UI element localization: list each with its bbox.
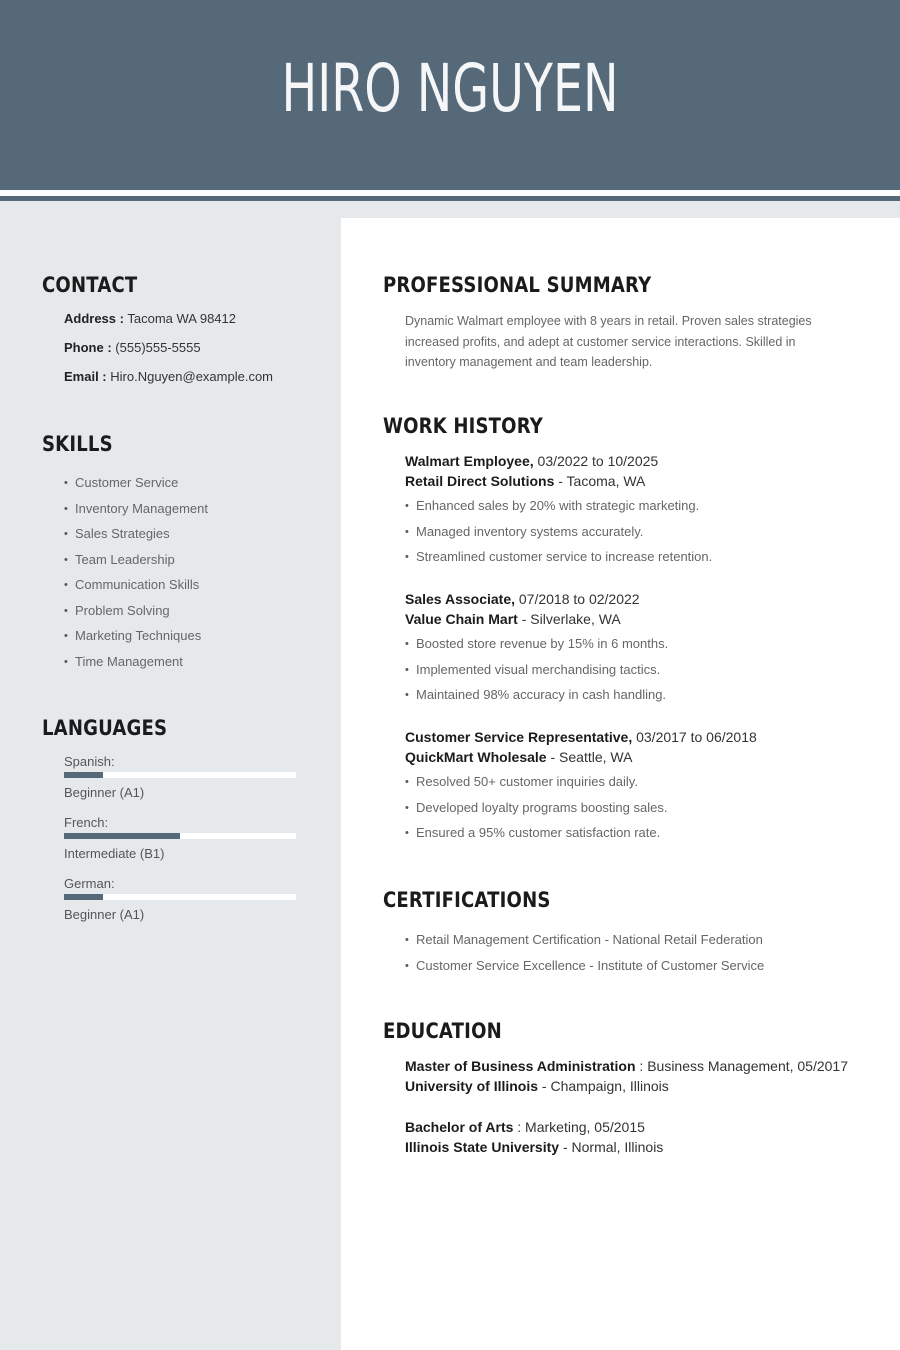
job-dates: 03/2022 to 10/2025	[537, 453, 659, 469]
skill-item: • Time Management	[64, 653, 208, 679]
language-french	[64, 815, 298, 861]
education-field: : Marketing, 05/2015	[517, 1119, 645, 1135]
certifications-list	[405, 931, 764, 982]
education-location: - Champaign, Illinois	[541, 1078, 669, 1094]
skills-list	[64, 474, 208, 678]
language-level: Beginner (A1)	[64, 785, 145, 800]
job-bullets	[405, 635, 855, 712]
language-level: Intermediate (B1)	[64, 846, 165, 861]
job-role: Customer Service Representative,	[405, 729, 633, 745]
education-location: - Normal, Illinois	[562, 1139, 664, 1155]
candidate-name: HIRO NGUYEN	[281, 50, 619, 127]
phone-value: (555)555-5555	[115, 340, 201, 355]
summary-heading: PROFESSIONAL SUMMARY	[383, 273, 652, 297]
job-company: QuickMart Wholesale	[405, 749, 547, 765]
language-name: Spanish:	[64, 754, 115, 769]
address-label: Address :	[64, 311, 124, 326]
skill-item: • Problem Solving	[64, 602, 208, 628]
language-bar	[64, 894, 296, 900]
job-bullet: • Implemented visual merchandising tactics.	[405, 661, 855, 687]
job-company: Retail Direct Solutions	[405, 473, 555, 489]
job-location: - Tacoma, WA	[558, 473, 646, 489]
email-value[interactable]: Hiro.Nguyen@example.com	[110, 369, 274, 384]
language-level: Beginner (A1)	[64, 907, 145, 922]
job-location: - Silverlake, WA	[521, 611, 621, 627]
job-entry	[405, 589, 855, 712]
job-title-line	[405, 727, 855, 747]
education-field: : Business Management, 05/2017	[639, 1058, 848, 1074]
job-bullet: • Enhanced sales by 20% with strategic marketing.	[405, 497, 855, 523]
job-company: Value Chain Mart	[405, 611, 518, 627]
skill-item: • Marketing Techniques	[64, 627, 208, 653]
job-bullet: • Ensured a 95% customer satisfaction rate.	[405, 824, 855, 850]
certifications-heading: CERTIFICATIONS	[383, 888, 551, 912]
job-title-line	[405, 589, 855, 609]
job-company-line	[405, 471, 855, 491]
education-school-line	[405, 1137, 865, 1157]
language-bar-fill	[64, 772, 103, 778]
job-bullet: • Maintained 98% accuracy in cash handling.	[405, 686, 855, 712]
education-degree: Master of Business Administration	[405, 1058, 636, 1074]
education-school: Illinois State University	[405, 1139, 560, 1155]
header-band	[0, 201, 900, 218]
education-school: University of Illinois	[405, 1078, 539, 1094]
job-location: - Seattle, WA	[550, 749, 633, 765]
skill-item: • Communication Skills	[64, 576, 208, 602]
education-degree-line	[405, 1117, 865, 1137]
education-school-line	[405, 1076, 865, 1096]
language-bar	[64, 772, 296, 778]
education-degree: Bachelor of Arts	[405, 1119, 514, 1135]
education-heading: EDUCATION	[383, 1019, 502, 1043]
education-degree-line	[405, 1056, 865, 1076]
job-bullets	[405, 773, 855, 850]
language-bar	[64, 833, 296, 839]
job-bullet: • Managed inventory systems accurately.	[405, 523, 855, 549]
phone-label: Phone :	[64, 340, 112, 355]
job-company-line	[405, 609, 855, 629]
skill-item: • Sales Strategies	[64, 525, 208, 551]
language-name: German:	[64, 876, 115, 891]
contact-heading: CONTACT	[42, 273, 138, 297]
job-bullet: • Developed loyalty programs boosting sales.	[405, 799, 855, 825]
language-german	[64, 876, 298, 922]
job-bullet: • Streamlined customer service to increase retention.	[405, 548, 855, 574]
language-name: French:	[64, 815, 109, 830]
job-entry	[405, 451, 855, 574]
job-bullet: • Boosted store revenue by 15% in 6 months.	[405, 635, 855, 661]
resume-header	[0, 0, 900, 190]
email-label: Email :	[64, 369, 107, 384]
work-history-heading: WORK HISTORY	[383, 414, 544, 438]
certification-item: • Retail Management Certification - National Retail Federation	[405, 931, 764, 957]
contact-address	[64, 311, 236, 326]
job-role: Sales Associate,	[405, 591, 515, 607]
language-spanish	[64, 754, 298, 800]
skill-item: • Inventory Management	[64, 500, 208, 526]
job-bullet: • Resolved 50+ customer inquiries daily.	[405, 773, 855, 799]
certification-item: • Customer Service Excellence - Institute of Customer Service	[405, 957, 764, 983]
skill-item: • Team Leadership	[64, 551, 208, 577]
summary-text: Dynamic Walmart employee with 8 years in retail. Proven sales strategies increased profits, and adept at customer service interactions. Skilled in inventory management and team leadership.	[405, 314, 812, 369]
contact-phone	[64, 340, 201, 355]
education-entry	[405, 1056, 865, 1096]
job-entry	[405, 727, 855, 850]
skill-item: • Customer Service	[64, 474, 208, 500]
job-dates: 07/2018 to 02/2022	[518, 591, 640, 607]
language-bar-fill	[64, 894, 103, 900]
job-company-line	[405, 747, 855, 767]
address-value: Tacoma WA 98412	[127, 311, 236, 326]
contact-email	[64, 369, 273, 384]
job-dates: 03/2017 to 06/2018	[636, 729, 757, 745]
skills-heading: SKILLS	[42, 432, 113, 456]
job-role: Walmart Employee,	[405, 453, 534, 469]
job-bullets	[405, 497, 855, 574]
language-bar-fill	[64, 833, 180, 839]
languages-heading: LANGUAGES	[42, 716, 168, 740]
job-title-line	[405, 451, 855, 471]
education-entry	[405, 1117, 865, 1157]
